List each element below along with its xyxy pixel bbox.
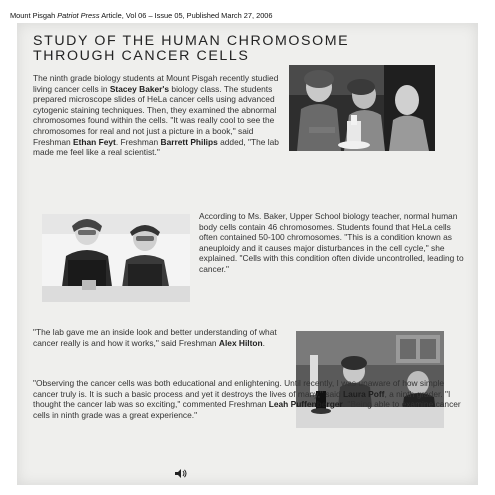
photo-students-at-microscopes xyxy=(289,65,435,151)
publication-name: Patriot Press xyxy=(57,11,100,20)
paragraph-chromosome-facts: According to Ms. Baker, Upper School biology teacher, normal human body cells contain 46 chromosomes. Students found that HeLa cells often contained 50-100 chromosomes. "This is a condition known as aneuploidy and it causes major disturbances in the cell cycle," she explained. "Cells with this condition often divide uncontrolled, leading to cancer." xyxy=(199,211,464,274)
name-barrett-philips: Barrett Philips xyxy=(160,136,218,147)
speaker-icon[interactable] xyxy=(175,465,187,474)
paragraph-laura-leah-quotes: "Observing the cancer cells was both educational and enlightening. Until recently, I was unaware of how simple cancer truly is. It is such a basic process and yet it destroys the lives of many," said Laura Poff, a ninth grader. "I thought the cancer lab was so exciting," commented Freshman Leah Puffenberger. "Being able to examine cancer cells in ninth grade was a great experience." xyxy=(33,378,461,420)
paragraph-intro: The ninth grade biology students at Mount Pisgah recently studied living cancer cells in Stacey Baker's biology class. The students prepared microscope slides of HeLa cancer cells using advanced cytogenic staining techniques. Then, they examined the abnormal chromosomes found within the cells. "It was really cool to see the chromosomes for real and not just a picture in a book," said Freshman Ethan Feyt. Freshman Barrett Philips added, "The lab made me feel like a real scientist." xyxy=(33,73,279,158)
name-alex-hilton: Alex Hilton xyxy=(218,337,263,348)
title-line-1: STUDY OF THE HUMAN CHROMOSOME xyxy=(33,33,350,49)
name-stacey-baker: Stacey Baker's xyxy=(109,83,170,94)
article-title xyxy=(33,34,453,64)
name-laura-poff: Laura Poff xyxy=(343,388,385,399)
header-prefix: Mount Pisgah xyxy=(10,11,58,20)
name-leah-puffenberger: Leah Puffenberger xyxy=(268,399,343,410)
article-clipping xyxy=(17,23,478,485)
title-line-2: THROUGH CANCER CELLS xyxy=(33,48,250,64)
page-header xyxy=(10,10,490,22)
name-ethan-feyt: Ethan Feyt xyxy=(73,136,116,147)
paragraph-alex-hilton-quote: "The lab gave me an inside look and better understanding of what cancer really is and how it works," said Freshman Alex Hilton. xyxy=(33,327,277,348)
photo-two-students-working xyxy=(42,214,190,302)
header-issue-info: Article, Vol 06 – Issue 05, Published March 27, 2006 xyxy=(99,11,273,20)
